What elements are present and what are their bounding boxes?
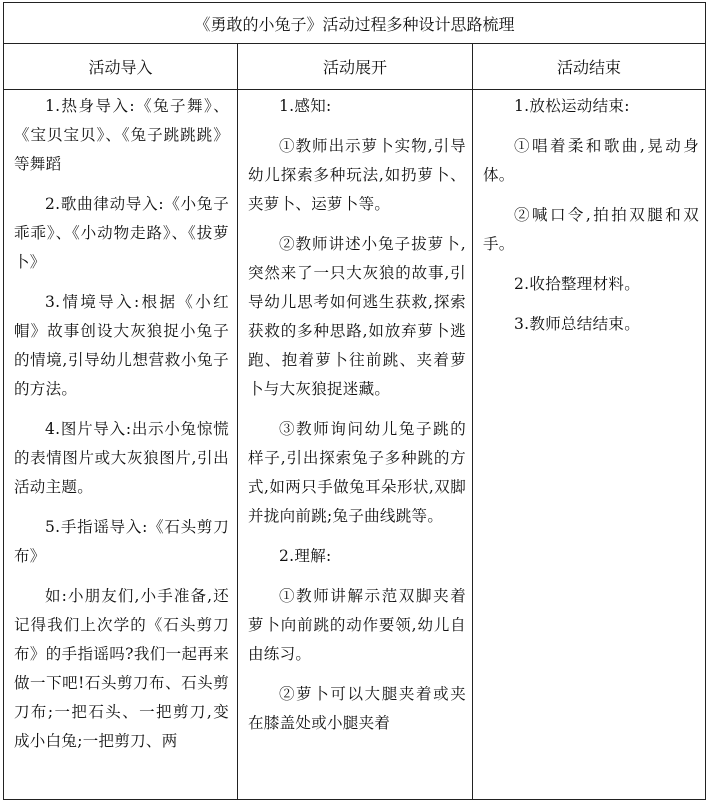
intro-item-example: 如:小朋友们,小手准备,还记得我们上次学的《石头剪刀布》的手指谣吗?我们一起再来做一下吧!石头剪刀布、石头剪刀布;一把石头、一把剪刀,变成小白兔;一把剪刀、两 bbox=[14, 587, 229, 750]
development-item-radish: ①教师出示萝卜实物,引导幼儿探索多种玩法,如扔萝卜、夹萝卜、运萝卜等。 bbox=[248, 137, 466, 213]
ending-item-relax: 1.放松运动结束: bbox=[514, 97, 630, 115]
column-activity-intro bbox=[3, 89, 238, 800]
column-activity-development bbox=[237, 89, 473, 800]
intro-item-scenario: 3.情境导入:根据《小红帽》故事创设大灰狼捉小兔子的情境,引导幼儿想营救小兔子的方法。 bbox=[14, 293, 229, 398]
ending-item-sing: ①唱着柔和歌曲,晃动身体。 bbox=[483, 137, 699, 184]
intro-item-finger-rhyme: 5.手指谣导入:《石头剪刀布》 bbox=[14, 518, 229, 565]
development-item-demo: ①教师讲解示范双脚夹着萝卜向前跳的动作要领,幼儿自由练习。 bbox=[248, 587, 466, 663]
intro-item-picture: 4.图片导入:出示小兔惊慌的表情图片或大灰狼图片,引出活动主题。 bbox=[14, 420, 229, 496]
development-item-story: ②教师讲述小兔子拔萝卜,突然来了一只大灰狼的故事,引导幼儿思考如何逃生获救,探索获救的多种思路,如放弃萝卜逃跑、抱着萝卜往前跳、夹着萝卜与大灰狼捉迷藏。 bbox=[248, 235, 466, 398]
column-activity-ending bbox=[472, 89, 706, 800]
table-title: 《勇敢的小兔子》活动过程多种设计思路梳理 bbox=[3, 2, 706, 44]
development-item-perceive: 1.感知: bbox=[279, 97, 332, 115]
ending-item-summary: 3.教师总结结束。 bbox=[514, 315, 640, 333]
intro-item-song: 2.歌曲律动导入:《小兔子乖乖》、《小动物走路》、《拔萝卜》 bbox=[14, 195, 229, 271]
ending-item-clap: ②喊口令,拍拍双腿和双手。 bbox=[483, 206, 699, 253]
activity-table bbox=[3, 2, 706, 800]
header-activity-ending: 活动结束 bbox=[472, 43, 706, 90]
development-item-clamp: ②萝卜可以大腿夹着或夹在膝盖处或小腿夹着 bbox=[248, 685, 466, 732]
header-activity-development: 活动展开 bbox=[237, 43, 473, 90]
header-activity-intro: 活动导入 bbox=[3, 43, 238, 90]
ending-item-tidy: 2.收拾整理材料。 bbox=[514, 275, 640, 293]
intro-item-warmup: 1.热身导入:《兔子舞》、《宝贝宝贝》、《兔子跳跳跳》等舞蹈 bbox=[14, 97, 229, 173]
development-item-understand: 2.理解: bbox=[279, 547, 332, 565]
development-item-jump: ③教师询问幼儿兔子跳的样子,引出探索兔子多种跳的方式,如两只手做兔耳朵形状,双脚并拢向前跳;兔子曲线跳等。 bbox=[248, 420, 466, 525]
